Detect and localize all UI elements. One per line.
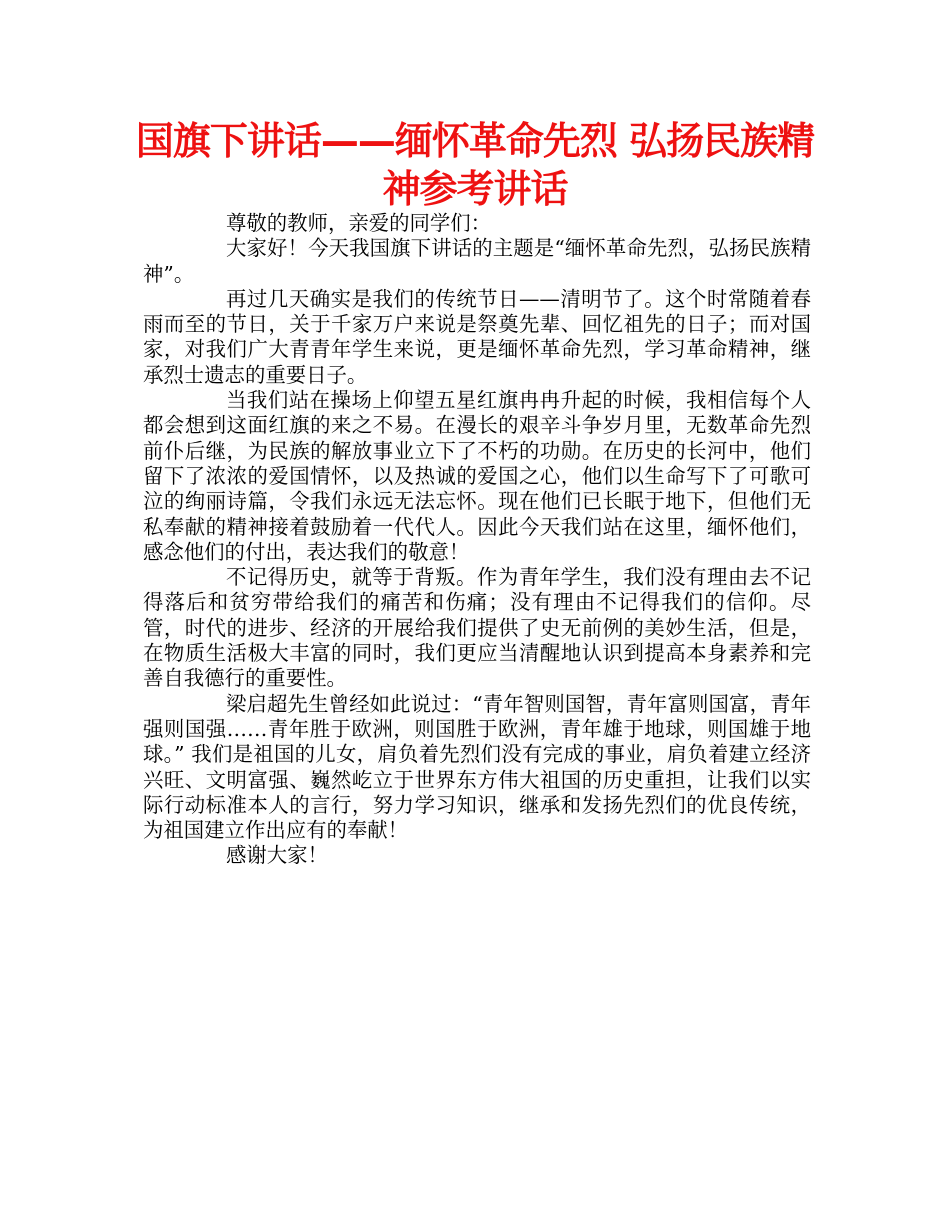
document-body [143,211,811,869]
liang-qichao-paragraph: 梁启超先生曾经如此说过：“青年智则国智，青年富则国富，青年强则国强……青年胜于欧洲，则国胜于欧洲，青年雄于地球，则国雄于地球。” 我们是祖国的儿女，肩负着先烈们没有完成的事业，肩负着建立经济兴旺、文明富强、巍然屹立于世界东方伟大祖国的历史重担，让我们以实际行动标准本人的言行，努力学习知识，继承和发扬先烈们的优良传统，为祖国建立作出应有的奉献！ [143,691,811,843]
qingming-paragraph: 再过几天确实是我们的传统节日——清明节了。这个时常随着春雨而至的节日，关于千家万户来说是祭奠先辈、回忆祖先的日子；而对国家，对我们广大青青年学生来说，更是缅怀革命先烈，学习革命精神，继承烈士遗志的重要日子。 [143,286,811,387]
history-paragraph: 不记得历史，就等于背叛。作为青年学生，我们没有理由去不记得落后和贫穷带给我们的痛苦和伤痛；没有理由不记得我们的信仰。尽管，时代的进步、经济的开展给我们提供了史无前例的美妙生活，但是，在物质生活极大丰富的同时，我们更应当清醒地认识到提高本身素养和完善自我德行的重要性。 [143,565,811,691]
closing-paragraph: 感谢大家！ [226,843,328,868]
greeting-paragraph: 大家好！今天我国旗下讲话的主题是“缅怀革命先烈，弘扬民族精神”。 [143,236,811,286]
document-title: 国旗下讲话——缅怀革命先烈 弘扬民族精神参考讲话 [135,119,815,211]
flag-paragraph: 当我们站在操场上仰望五星红旗冉冉升起的时候，我相信每个人都会想到这面红旗的来之不易。在漫长的艰辛斗争岁月里，无数革命先烈前仆后继，为民族的解放事业立下了不朽的功勋。在历史的长河中，他们留下了浓浓的爱国情怀，以及热诚的爱国之心，他们以生命写下了可歌可泣的绚丽诗篇，令我们永远无法忘怀。现在他们已长眠于地下，但他们无私奉献的精神接着鼓励着一代代人。因此今天我们站在这里，缅怀他们，感念他们的付出，表达我们的敬意！ [143,388,811,564]
salutation-paragraph: 尊敬的教师，亲爱的同学们： [226,211,492,235]
